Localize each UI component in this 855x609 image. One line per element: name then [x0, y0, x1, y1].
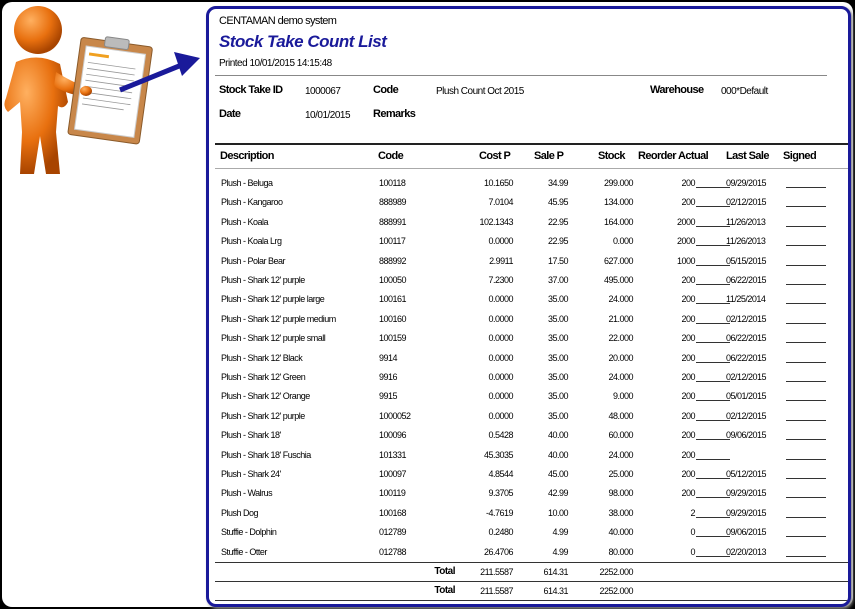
signed-blank[interactable] [786, 206, 826, 207]
total-cost: 211.5587 [480, 567, 513, 577]
row-last-sale: 09/06/2015 [726, 430, 767, 441]
row-cost-price: 0.0000 [488, 313, 513, 324]
row-last-sale: 02/12/2015 [726, 313, 767, 324]
signed-blank[interactable] [786, 478, 826, 479]
row-code: 100050 [379, 275, 407, 285]
row-reorder-value: 200 [681, 469, 695, 479]
row-reorder-value: 200 [681, 410, 695, 421]
row-stock: 38.000 [608, 507, 633, 518]
company-name: CENTAMAN demo system [219, 15, 337, 27]
row-sale-price: 17.50 [547, 255, 568, 266]
signed-blank[interactable] [786, 439, 826, 440]
row-sale-price: 35.00 [547, 352, 568, 363]
row-cost-price: 0.0000 [488, 333, 513, 344]
total-stock: 2252.000 [599, 586, 633, 596]
divider [215, 562, 848, 563]
row-cost-price: 2.9911 [489, 255, 513, 266]
row-stock: 24.000 [608, 294, 633, 305]
row-last-sale: 09/29/2015 [726, 178, 767, 188]
row-stock: 134.000 [603, 197, 633, 208]
actual-count-blank[interactable] [696, 342, 730, 343]
remarks-label: Remarks [373, 108, 416, 120]
row-sale-price: 35.00 [547, 391, 568, 402]
table-row [209, 311, 849, 330]
row-stock: 495.000 [603, 275, 633, 285]
row-last-sale: 09/29/2015 [726, 488, 767, 499]
row-sale-price: 35.00 [547, 294, 568, 305]
row-stock: 0.000 [612, 236, 633, 247]
row-last-sale: 11/26/2013 [726, 216, 766, 227]
row-description: Plush - Shark 12' purple [221, 275, 305, 285]
actual-count-blank[interactable] [696, 284, 730, 285]
row-stock: 21.000 [608, 313, 633, 324]
row-reorder-value: 200 [681, 275, 695, 285]
row-last-sale: 02/12/2015 [726, 410, 767, 421]
col-signed: Signed [783, 150, 817, 162]
row-reorder-value: 200 [681, 488, 695, 499]
warehouse-label: Warehouse [650, 84, 704, 96]
divider [215, 600, 848, 601]
actual-count-blank[interactable] [696, 362, 730, 363]
row-stock: 80.000 [608, 546, 633, 557]
row-stock: 25.000 [608, 469, 633, 479]
row-cost-price: 0.0000 [488, 236, 513, 247]
table-row [209, 291, 849, 310]
stock-take-id-value: 1000067 [305, 86, 341, 97]
row-sale-price: 10.00 [547, 507, 568, 518]
printed-timestamp: Printed 10/01/2015 14:15:48 [219, 58, 332, 69]
row-description: Plush - Shark 18' Fuschia [221, 449, 311, 460]
row-cost-price: 0.0000 [488, 352, 513, 363]
row-reorder-value: 2000 [676, 216, 695, 227]
table-row [209, 524, 849, 543]
row-cost-price: 0.0000 [488, 372, 513, 382]
actual-count-blank[interactable] [696, 497, 730, 498]
table-row [209, 544, 849, 563]
row-code: 888991 [379, 216, 407, 227]
row-sale-price: 22.95 [547, 216, 568, 227]
row-last-sale: 09/29/2015 [726, 507, 767, 518]
divider [215, 581, 848, 582]
col-stock: Stock [598, 150, 625, 162]
signed-blank[interactable] [786, 517, 826, 518]
total-sale: 614.31 [543, 567, 568, 577]
row-sale-price: 40.00 [547, 449, 568, 460]
row-reorder-value: 200 [681, 430, 695, 441]
row-sale-price: 45.95 [547, 197, 568, 208]
row-stock: 48.000 [608, 410, 633, 421]
row-cost-price: 0.0000 [488, 410, 513, 421]
row-stock: 40.000 [608, 527, 633, 538]
table-row [209, 447, 849, 466]
row-description: Plush - Shark 12' purple medium [221, 313, 336, 324]
row-last-sale: 06/22/2015 [726, 275, 767, 285]
col-last-sale: Last Sale [726, 150, 769, 162]
signed-blank[interactable] [786, 420, 826, 421]
row-stock: 9.000 [612, 391, 633, 402]
actual-count-blank[interactable] [696, 265, 730, 266]
actual-count-blank[interactable] [696, 226, 730, 227]
divider [215, 168, 848, 169]
row-code: 100168 [379, 507, 407, 518]
row-stock: 20.000 [608, 352, 633, 363]
row-code: 100097 [379, 469, 407, 479]
row-description: Plush - Kangaroo [221, 197, 283, 208]
row-stock: 164.000 [603, 216, 633, 227]
row-reorder-value: 200 [681, 294, 695, 305]
row-description: Stuffie - Otter [221, 546, 267, 557]
row-reorder-value: 200 [681, 372, 695, 382]
row-sale-price: 40.00 [547, 430, 568, 441]
total-label: Total [434, 566, 455, 577]
row-code: 101331 [379, 449, 407, 460]
row-cost-price: 0.0000 [488, 391, 513, 402]
signed-blank[interactable] [786, 342, 826, 343]
total-stock: 2252.000 [599, 567, 633, 577]
row-code: 100161 [379, 294, 407, 305]
row-description: Plush - Shark 12' Black [221, 352, 303, 363]
table-row [209, 466, 849, 485]
row-description: Plush - Koala Lrg [221, 236, 282, 247]
table-row [209, 369, 849, 388]
row-code: 100117 [379, 236, 406, 247]
row-cost-price: 10.1650 [483, 178, 513, 188]
row-description: Plush Dog [221, 507, 259, 518]
row-cost-price: 102.1343 [479, 216, 513, 227]
row-code: 9916 [379, 372, 398, 382]
row-reorder-value: 0 [690, 546, 695, 557]
date-value: 10/01/2015 [305, 110, 351, 121]
actual-count-blank[interactable] [696, 187, 730, 188]
divider [215, 143, 848, 145]
row-last-sale: 02/12/2015 [726, 372, 767, 382]
col-code: Code [378, 150, 404, 162]
signed-blank[interactable] [786, 400, 826, 401]
signed-blank[interactable] [786, 556, 826, 557]
row-cost-price: 4.8544 [488, 469, 513, 479]
table-row [209, 233, 849, 252]
row-description: Plush - Beluga [221, 178, 273, 188]
row-stock: 24.000 [608, 372, 633, 382]
total-cost: 211.5587 [480, 586, 513, 596]
row-cost-price: 0.2480 [488, 527, 513, 538]
row-code: 100160 [379, 313, 407, 324]
row-cost-price: 7.0104 [488, 197, 513, 208]
divider [215, 75, 827, 76]
row-reorder-value: 200 [681, 352, 695, 363]
total-sale: 614.31 [543, 586, 568, 596]
table-row [209, 388, 849, 407]
row-stock: 98.000 [608, 488, 633, 499]
table-row [209, 194, 849, 213]
row-code: 888989 [379, 197, 407, 208]
actual-count-blank[interactable] [696, 536, 730, 537]
table-row [209, 272, 849, 291]
actual-count-blank[interactable] [696, 303, 730, 304]
report-title: Stock Take Count List [219, 32, 387, 51]
row-code: 1000052 [379, 410, 411, 421]
row-reorder-value: 2 [690, 507, 695, 518]
row-code: 888992 [379, 255, 407, 266]
actual-count-blank[interactable] [696, 556, 730, 557]
row-description: Plush - Walrus [221, 488, 273, 499]
row-stock: 60.000 [608, 430, 633, 441]
row-description: Stuffie - Dolphin [221, 527, 277, 538]
row-reorder-value: 200 [681, 197, 695, 208]
row-description: Plush - Shark 18' [221, 430, 281, 441]
signed-blank[interactable] [786, 284, 826, 285]
row-last-sale: 05/15/2015 [726, 255, 767, 266]
row-reorder-value: 200 [681, 178, 695, 188]
row-description: Plush - Shark 12' Orange [221, 391, 310, 402]
row-last-sale: 05/12/2015 [726, 469, 767, 479]
row-code: 012789 [379, 527, 407, 538]
actual-count-blank[interactable] [696, 323, 730, 324]
row-reorder-value: 200 [681, 333, 695, 344]
col-reorder-actual: Reorder Actual [638, 150, 709, 162]
row-last-sale: 09/06/2015 [726, 527, 767, 538]
row-description: Plush - Shark 12' Green [221, 372, 306, 382]
warehouse-value: 000*Default [721, 86, 768, 97]
signed-blank[interactable] [786, 362, 826, 363]
row-sale-price: 4.99 [552, 527, 568, 538]
row-description: Plush - Shark 12' purple large [221, 294, 325, 305]
row-reorder-value: 1000 [676, 255, 695, 266]
stock-take-report [206, 6, 851, 607]
row-cost-price: 0.5428 [488, 430, 513, 441]
row-code: 9915 [379, 391, 398, 402]
row-last-sale: 02/20/2013 [726, 546, 767, 557]
actual-count-blank[interactable] [696, 459, 730, 460]
row-reorder-value: 200 [681, 313, 695, 324]
actual-count-blank[interactable] [696, 381, 730, 382]
row-description: Plush - Koala [221, 216, 269, 227]
row-stock: 22.000 [608, 333, 633, 344]
signed-blank[interactable] [786, 459, 826, 460]
table-row [209, 330, 849, 349]
signed-blank[interactable] [786, 381, 826, 382]
row-stock: 627.000 [603, 255, 633, 266]
table-row [209, 408, 849, 427]
signed-blank[interactable] [786, 265, 826, 266]
signed-blank[interactable] [786, 245, 826, 246]
row-description: Plush - Polar Bear [221, 255, 286, 266]
row-sale-price: 42.99 [547, 488, 568, 499]
signed-blank[interactable] [786, 187, 826, 188]
actual-count-blank[interactable] [696, 439, 730, 440]
row-stock: 299.000 [603, 178, 633, 188]
row-cost-price: 7.2300 [488, 275, 513, 285]
row-sale-price: 35.00 [547, 372, 568, 382]
actual-count-blank[interactable] [696, 420, 730, 421]
row-description: Plush - Shark 12' purple small [221, 333, 326, 344]
row-sale-price: 37.00 [547, 275, 568, 285]
actual-count-blank[interactable] [696, 517, 730, 518]
row-cost-price: -4.7619 [485, 507, 513, 518]
col-cost: Cost P [479, 150, 511, 162]
row-sale-price: 45.00 [547, 469, 568, 479]
row-last-sale: 06/22/2015 [726, 352, 767, 363]
signed-blank[interactable] [786, 497, 826, 498]
row-sale-price: 35.00 [547, 313, 568, 324]
code-label: Code [373, 84, 399, 96]
table-row [209, 350, 849, 369]
row-code: 100096 [379, 430, 407, 441]
row-reorder-value: 2000 [676, 236, 695, 247]
row-stock: 24.000 [608, 449, 633, 460]
table-row [209, 214, 849, 233]
row-code: 012788 [379, 546, 407, 557]
row-last-sale: 06/22/2015 [726, 333, 767, 344]
screenshot-canvas [2, 2, 853, 607]
row-last-sale: 05/01/2015 [726, 391, 767, 402]
row-code: 100118 [379, 178, 406, 188]
row-cost-price: 0.0000 [488, 294, 513, 305]
actual-count-blank[interactable] [696, 206, 730, 207]
row-last-sale: 02/12/2015 [726, 197, 767, 208]
row-last-sale: 11/25/2014 [726, 294, 766, 305]
table-row [209, 427, 849, 446]
actual-count-blank[interactable] [696, 400, 730, 401]
code-value: Plush Count Oct 2015 [436, 86, 524, 97]
signed-blank[interactable] [786, 303, 826, 304]
row-reorder-value: 200 [681, 449, 695, 460]
grand-total-row [209, 583, 849, 601]
actual-count-blank[interactable] [696, 478, 730, 479]
total-row [209, 564, 849, 582]
signed-blank[interactable] [786, 226, 826, 227]
signed-blank[interactable] [786, 323, 826, 324]
row-reorder-value: 0 [690, 527, 695, 538]
row-sale-price: 35.00 [547, 333, 568, 344]
person-with-clipboard-icon [2, 2, 207, 182]
row-code: 9914 [379, 352, 398, 363]
row-cost-price: 45.3035 [483, 449, 513, 460]
total-label: Total [434, 585, 455, 596]
row-sale-price: 4.99 [552, 546, 568, 557]
table-row [209, 253, 849, 272]
signed-blank[interactable] [786, 536, 826, 537]
row-sale-price: 35.00 [547, 410, 568, 421]
row-reorder-value: 200 [681, 391, 695, 402]
table-row [209, 175, 849, 194]
row-cost-price: 9.3705 [488, 488, 513, 499]
col-sale: Sale P [534, 150, 564, 162]
row-sale-price: 34.99 [547, 178, 568, 188]
date-label: Date [219, 108, 241, 120]
actual-count-blank[interactable] [696, 245, 730, 246]
row-cost-price: 26.4706 [483, 546, 513, 557]
col-description: Description [220, 150, 274, 162]
row-last-sale: 11/26/2013 [726, 236, 766, 247]
table-row [209, 505, 849, 524]
row-description: Plush - Shark 24' [221, 469, 281, 479]
row-sale-price: 22.95 [547, 236, 568, 247]
stock-take-id-label: Stock Take ID [219, 84, 283, 96]
table-row [209, 485, 849, 504]
row-code: 100119 [379, 488, 406, 499]
row-code: 100159 [379, 333, 407, 344]
row-description: Plush - Shark 12' purple [221, 410, 305, 421]
